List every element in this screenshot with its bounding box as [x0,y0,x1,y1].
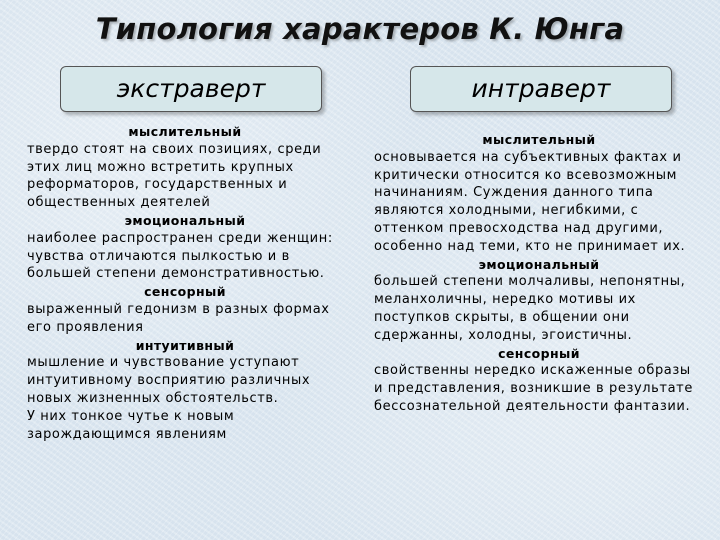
extravert-box: экстраверт [60,66,322,112]
text-line: большей степени демонстративностью. [27,266,325,282]
text-line: его проявления [27,319,144,335]
section-heading: интуитивный [135,337,235,353]
text-line: поступков скрыты, в общении они [374,309,630,325]
text-line: основывается на субъективных фактах и [374,149,682,165]
text-line: критически относится ко всевозможным [374,167,677,183]
section-heading: сенсорный [144,284,226,300]
extravert-column [27,124,343,444]
section-heading: мыслительный [128,124,242,139]
text-line: зарождающимся явлениям [27,426,227,442]
text-line: новых жизненных обстоятельств. [27,390,279,406]
text-line: свойственны нередко искаженные образы [374,363,691,379]
text-line: твердо стоят на своих позициях, среди [27,141,322,157]
text-line: чувства отличаются пылкостью и в [27,248,290,264]
text-line: меланхоличны, нередко мотивы их [374,292,636,308]
introvert-column [374,132,704,417]
section-heading: эмоциональный [124,212,246,228]
text-line: и представления, возникшие в результате [374,381,693,397]
text-line: этих лиц можно встретить крупных [27,159,294,175]
section-heading: мыслительный [482,132,596,147]
text-line: оттенком превосходства над другими, [374,220,664,236]
text-line: особенно над теми, кто не принимает их. [374,238,686,254]
text-line: интуитивному восприятию различных [27,373,311,389]
section-heading: сенсорный [498,345,580,361]
text-line: являются холодными, негибкими, с [374,203,639,219]
text-line: выраженный гедонизм в разных формах [27,301,330,317]
text-line: бессознательной деятельности фантазии. [374,398,691,414]
text-line: реформаторов, государственных и [27,177,288,193]
text-line: начинаниям. Суждения данного типа [374,185,654,201]
text-line: мышление и чувствование уступают [27,355,300,371]
introvert-box: интраверт [410,66,672,112]
text-line: У них тонкое чутье к новым [27,408,235,424]
text-line: общественных деятелей [27,195,211,211]
page-title: Типология характеров К. Юнга [95,12,625,46]
text-line: большей степени молчаливы, непонятны, [374,274,686,290]
section-heading: эмоциональный [478,256,600,272]
text-line: наиболее распространен среди женщин: [27,230,333,246]
text-line: сдержанны, холодны, эгоистичны. [374,327,633,343]
